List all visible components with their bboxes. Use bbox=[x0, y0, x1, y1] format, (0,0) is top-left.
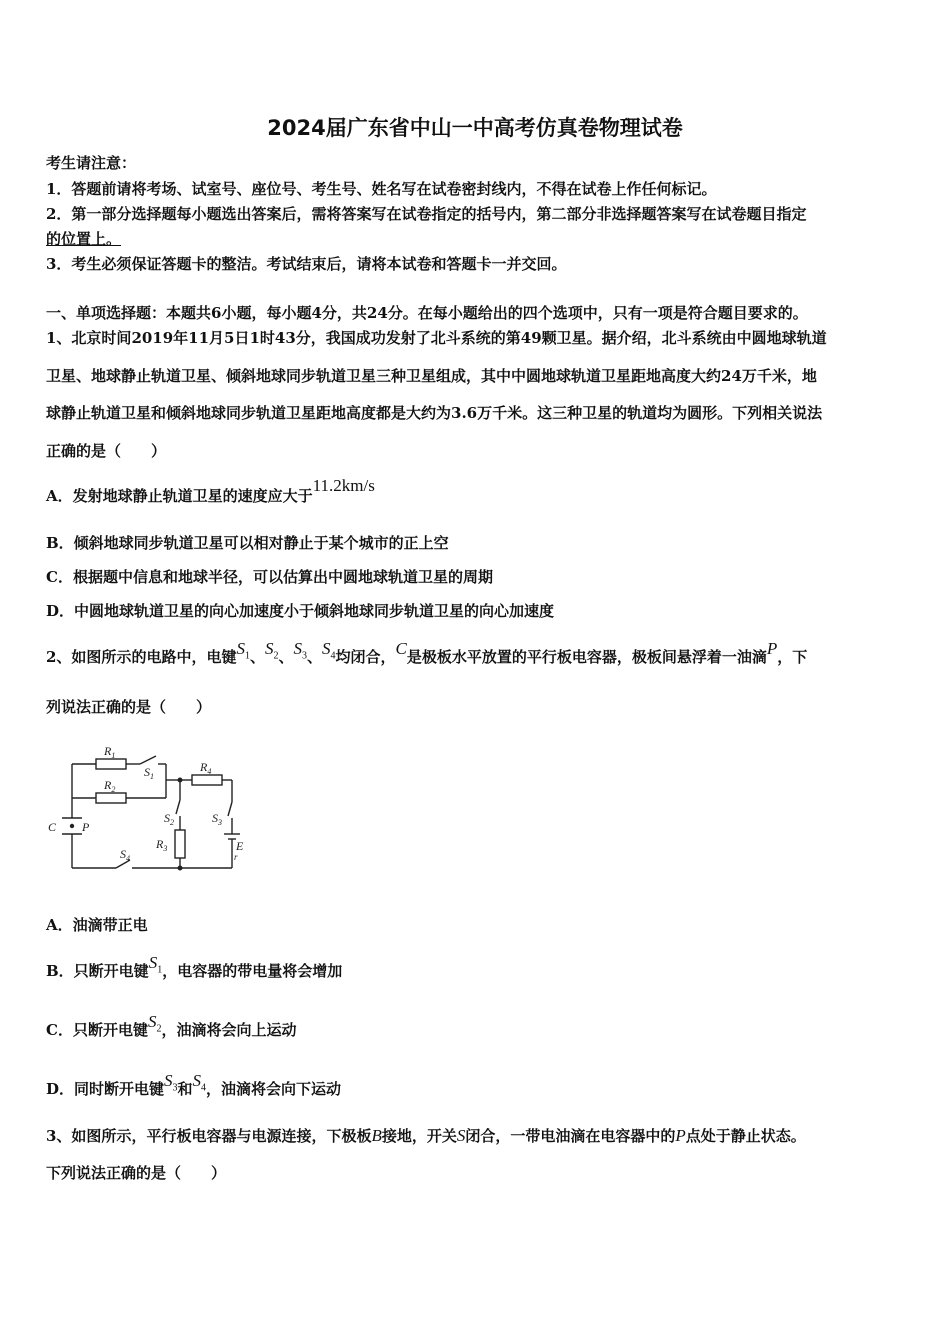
q2-option-b-post: ，电容器的带电量将会增加 bbox=[162, 962, 343, 980]
q2-option-b bbox=[46, 953, 343, 983]
notice-item-2-line-2: 的位置上。 bbox=[46, 230, 122, 248]
q3-stem-line-1 bbox=[46, 1125, 806, 1146]
q2-post: ，下 bbox=[777, 648, 808, 666]
q1-stem-line-1: 1、北京时间2019年11月5日1时43分，我国成功发射了北斗系统的第49颗卫星。据介绍，北斗系统由中圆地球轨道 bbox=[46, 329, 827, 347]
label-r: r bbox=[234, 852, 238, 862]
resistor-r2 bbox=[96, 793, 126, 803]
resistor-r1 bbox=[96, 759, 126, 769]
q3-sym-s: S bbox=[456, 1126, 466, 1145]
q2-option-d-sym-s4: $S_4$ bbox=[192, 1071, 207, 1094]
q2-sym-c: C bbox=[395, 639, 407, 658]
q1-stem-line-2: 卫星、地球静止轨道卫星、倾斜地球同步轨道卫星三种卫星组成，其中中圆地球轨道卫星距地高度大约24万千米，地 bbox=[46, 367, 817, 385]
notice-item-1: 1．答题前请将考场、试室号、座位号、考生号、姓名写在试卷密封线内，不得在试卷上作任何标记。 bbox=[46, 180, 717, 198]
label-e: E bbox=[236, 839, 244, 853]
q2-stem-line-2: 列说法正确的是（ ） bbox=[46, 698, 212, 716]
label-s4: $S_4$ bbox=[120, 847, 130, 863]
q1-option-a bbox=[46, 476, 375, 506]
q2-mid-2: 是极板水平放置的平行板电容器，极板间悬浮着一油滴 bbox=[406, 648, 767, 666]
notice-item-2-line-1: 2．第一部分选择题每小题选出答案后，需将答案写在试卷指定的括号内，第二部分非选择题答案写在试卷题目指定 bbox=[46, 205, 807, 223]
notice-heading: 考生请注意： bbox=[46, 154, 137, 172]
q2-option-d-sym-s3: $S_3$ bbox=[164, 1071, 178, 1094]
q2-pre: 2、如图所示的电路中，电键 bbox=[46, 648, 237, 666]
circuit-diagram bbox=[44, 738, 244, 878]
q2-stem-line-1 bbox=[46, 639, 808, 669]
oil-drop bbox=[70, 824, 74, 828]
q2-option-c bbox=[46, 1012, 297, 1042]
q3-stem-line-2: 下列说法正确的是（ ） bbox=[46, 1164, 227, 1182]
switch-s3 bbox=[228, 802, 232, 816]
resistor-r4 bbox=[192, 775, 222, 785]
q1-stem-line-4: 正确的是（ ） bbox=[46, 442, 167, 460]
label-c: C bbox=[48, 820, 57, 834]
label-s3: $S_3$ bbox=[212, 811, 222, 827]
q2-sym-s1: $S_1$ bbox=[236, 639, 250, 662]
q2-sep: 、 bbox=[306, 648, 322, 666]
label-s2: $S_2$ bbox=[164, 811, 174, 827]
q1-option-b: B．倾斜地球同步轨道卫星可以相对静止于某个城市的正上空 bbox=[46, 534, 449, 552]
q2-sym-s4: $S_4$ bbox=[322, 639, 336, 662]
q3-sym-b: B bbox=[371, 1126, 382, 1145]
q2-option-d-pre: D．同时断开电键 bbox=[46, 1080, 165, 1098]
q1-option-c: C．根据题中信息和地球半径，可以估算出中圆地球轨道卫星的周期 bbox=[46, 568, 493, 586]
q2-option-c-post: ，油滴将会向上运动 bbox=[161, 1021, 297, 1039]
section-1-heading: 一、单项选择题：本题共6小题，每小题4分，共24分。在每小题给出的四个选项中，只有一项是符合题目要求的。 bbox=[46, 304, 808, 322]
q3-mid-1: 接地，开关 bbox=[381, 1127, 457, 1145]
label-r4: $R_4$ bbox=[200, 760, 212, 776]
notice-item-3: 3．考生必须保证答题卡的整洁。考试结束后，请将本试卷和答题卡一并交回。 bbox=[46, 255, 567, 273]
q1-option-d: D．中圆地球轨道卫星的向心加速度小于倾斜地球同步轨道卫星的向心加速度 bbox=[46, 602, 555, 620]
q2-sym-s2: $S_2$ bbox=[264, 639, 279, 662]
switch-s1 bbox=[140, 756, 156, 764]
q1-option-a-text: A．发射地球静止轨道卫星的速度应大于 bbox=[46, 487, 313, 505]
q2-sep: 、 bbox=[249, 648, 265, 666]
resistor-r3 bbox=[175, 830, 185, 858]
q2-sep: 、 bbox=[278, 648, 294, 666]
q3-mid-2: 闭合，一带电油滴在电容器中的 bbox=[465, 1127, 676, 1145]
page-title: 2024届广东省中山一中高考仿真卷物理试卷 bbox=[267, 116, 683, 140]
q2-sym-s3: $S_3$ bbox=[293, 639, 307, 662]
q2-option-b-pre: B．只断开电键 bbox=[46, 962, 149, 980]
q3-sym-p: P bbox=[675, 1126, 686, 1145]
label-r2: $R_2$ bbox=[104, 778, 116, 794]
label-r1: $R_1$ bbox=[104, 744, 116, 760]
label-s1: $S_1$ bbox=[144, 765, 154, 781]
q3-post: 点处于静止状态。 bbox=[685, 1127, 806, 1145]
q1-option-a-value: 11.2km/s bbox=[312, 476, 375, 495]
label-p: P bbox=[82, 820, 90, 834]
q2-option-c-pre: C．只断开电键 bbox=[46, 1021, 148, 1039]
q2-option-b-sym: $S_1$ bbox=[148, 953, 163, 976]
switch-s2 bbox=[176, 800, 180, 814]
label-r3: $R_3$ bbox=[156, 837, 168, 853]
q1-stem-line-3: 球静止轨道卫星和倾斜地球同步轨道卫星距地高度都是大约为3.6万千米。这三种卫星的轨道均为圆形。下列相关说法 bbox=[46, 404, 823, 422]
q2-sym-p: P bbox=[766, 639, 778, 658]
q2-option-c-sym: $S_2$ bbox=[147, 1012, 162, 1035]
q2-option-d-mid: 和 bbox=[177, 1080, 193, 1098]
q2-option-d-post: ，油滴将会向下运动 bbox=[206, 1080, 342, 1098]
q2-option-a: A．油滴带正电 bbox=[46, 916, 148, 934]
q2-mid-1: 均闭合， bbox=[335, 648, 396, 666]
q2-option-d bbox=[46, 1071, 342, 1101]
q3-pre: 3、如图所示，平行板电容器与电源连接，下极板 bbox=[46, 1127, 372, 1145]
